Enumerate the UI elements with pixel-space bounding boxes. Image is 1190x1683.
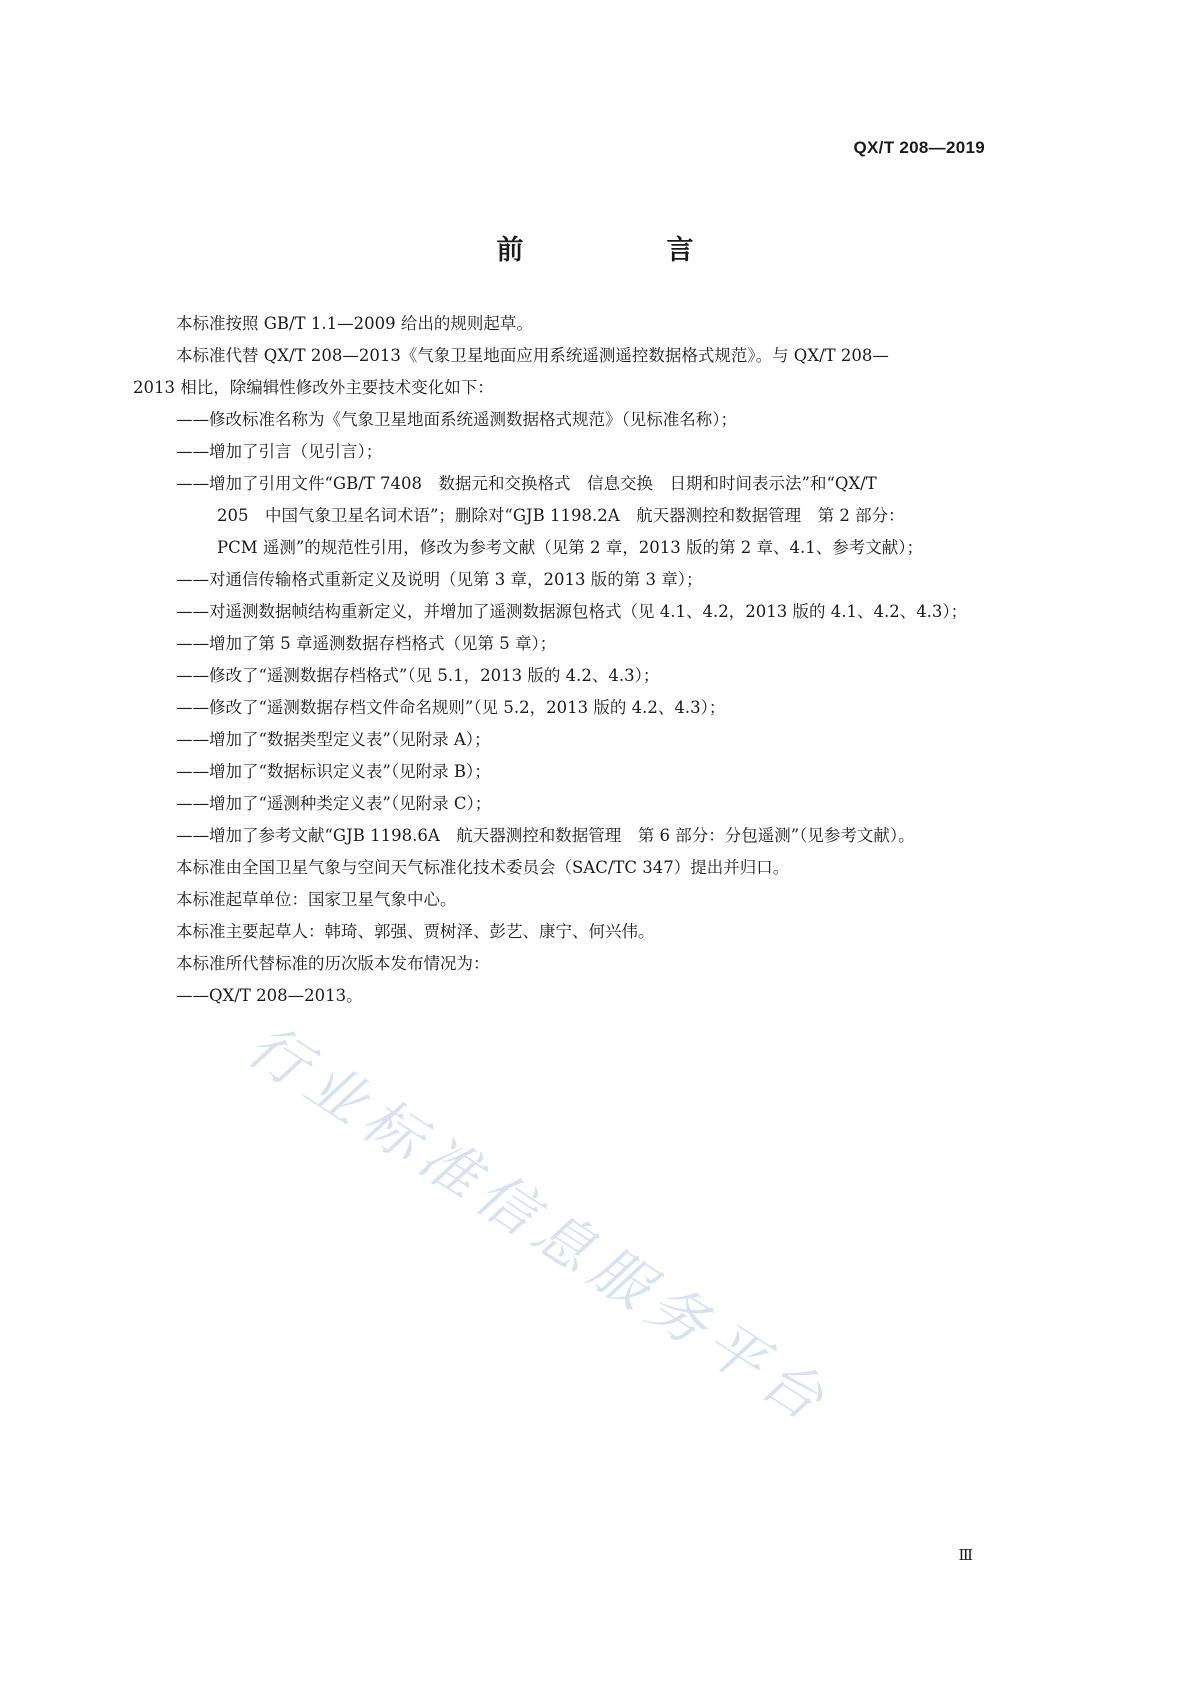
section-title: 前 言 — [496, 235, 752, 266]
paragraph-replacement-cont: 2013 相比，除编辑性修改外主要技术变化如下： — [133, 378, 494, 397]
change-item-cont: PCM 遥测”的规范性引用，修改为参考文献（见第 2 章，2013 版的第 2 章、4.1、参考文献）； — [217, 538, 924, 557]
change-item: ——增加了“遥测种类定义表”（见附录 C）； — [176, 794, 492, 813]
document-body — [133, 308, 1055, 1012]
change-item: ——修改了“遥测数据存档格式”（见 5.1，2013 版的 4.2、4.3）； — [176, 666, 660, 685]
change-item: ——增加了“数据类型定义表”（见附录 A）； — [176, 730, 491, 749]
change-item: ——对通信传输格式重新定义及说明（见第 3 章，2013 版的第 3 章）； — [176, 570, 703, 589]
change-item: ——对遥测数据帧结构重新定义，并增加了遥测数据源包格式（见 4.1、4.2，2013 版的 4.1、4.2、4.3）； — [176, 602, 968, 621]
paragraph-proposer: 本标准由全国卫星气象与空间天气标准化技术委员会（SAC/TC 347）提出并归口。 — [176, 858, 790, 877]
page-number: Ⅲ — [958, 1546, 973, 1564]
change-item: ——增加了“数据标识定义表”（见附录 B）； — [176, 762, 491, 781]
paragraph-drafters: 本标准主要起草人：韩琦、郭强、贾树泽、彭艺、康宁、何兴伟。 — [176, 922, 655, 941]
change-item: ——增加了参考文献“GJB 1198.6A 航天器测控和数据管理 第 6 部分：分包遥测”（见参考文献）。 — [176, 826, 915, 845]
watermark: 行业标准信息服务平台 — [235, 1010, 844, 1439]
change-item: ——修改标准名称为《气象卫星地面系统遥测数据格式规范》（见标准名称）； — [176, 410, 737, 429]
paragraph-history: 本标准所代替标准的历次版本发布情况为： — [176, 954, 490, 973]
paragraph-drafting-unit: 本标准起草单位：国家卫星气象中心。 — [176, 890, 457, 909]
change-item: ——修改了“遥测数据存档文件命名规则”（见 5.2，2013 版的 4.2、4.3）； — [176, 698, 726, 717]
change-item: ——增加了第 5 章遥测数据存档格式（见第 5 章）； — [176, 634, 557, 653]
paragraph-drafting-rules: 本标准按照 GB/T 1.1—2009 给出的规则起草。 — [176, 314, 533, 333]
paragraph-replacement: 本标准代替 QX/T 208—2013《气象卫星地面应用系统遥测遥控数据格式规范》。与 QX/T 208— — [176, 346, 889, 365]
change-item: ——增加了引言（见引言）； — [176, 442, 383, 461]
document-code: QX/T 208—2019 — [853, 138, 985, 157]
history-item: ——QX/T 208—2013。 — [176, 986, 363, 1005]
change-item: ——增加了引用文件“GB/T 7408 数据元和交换格式 信息交换 日期和时间表示法”和“QX/T — [176, 474, 877, 493]
change-item-cont: 205 中国气象卫星名词术语”；删除对“GJB 1198.2A 航天器测控和数据管理 第 2 部分： — [217, 506, 905, 525]
